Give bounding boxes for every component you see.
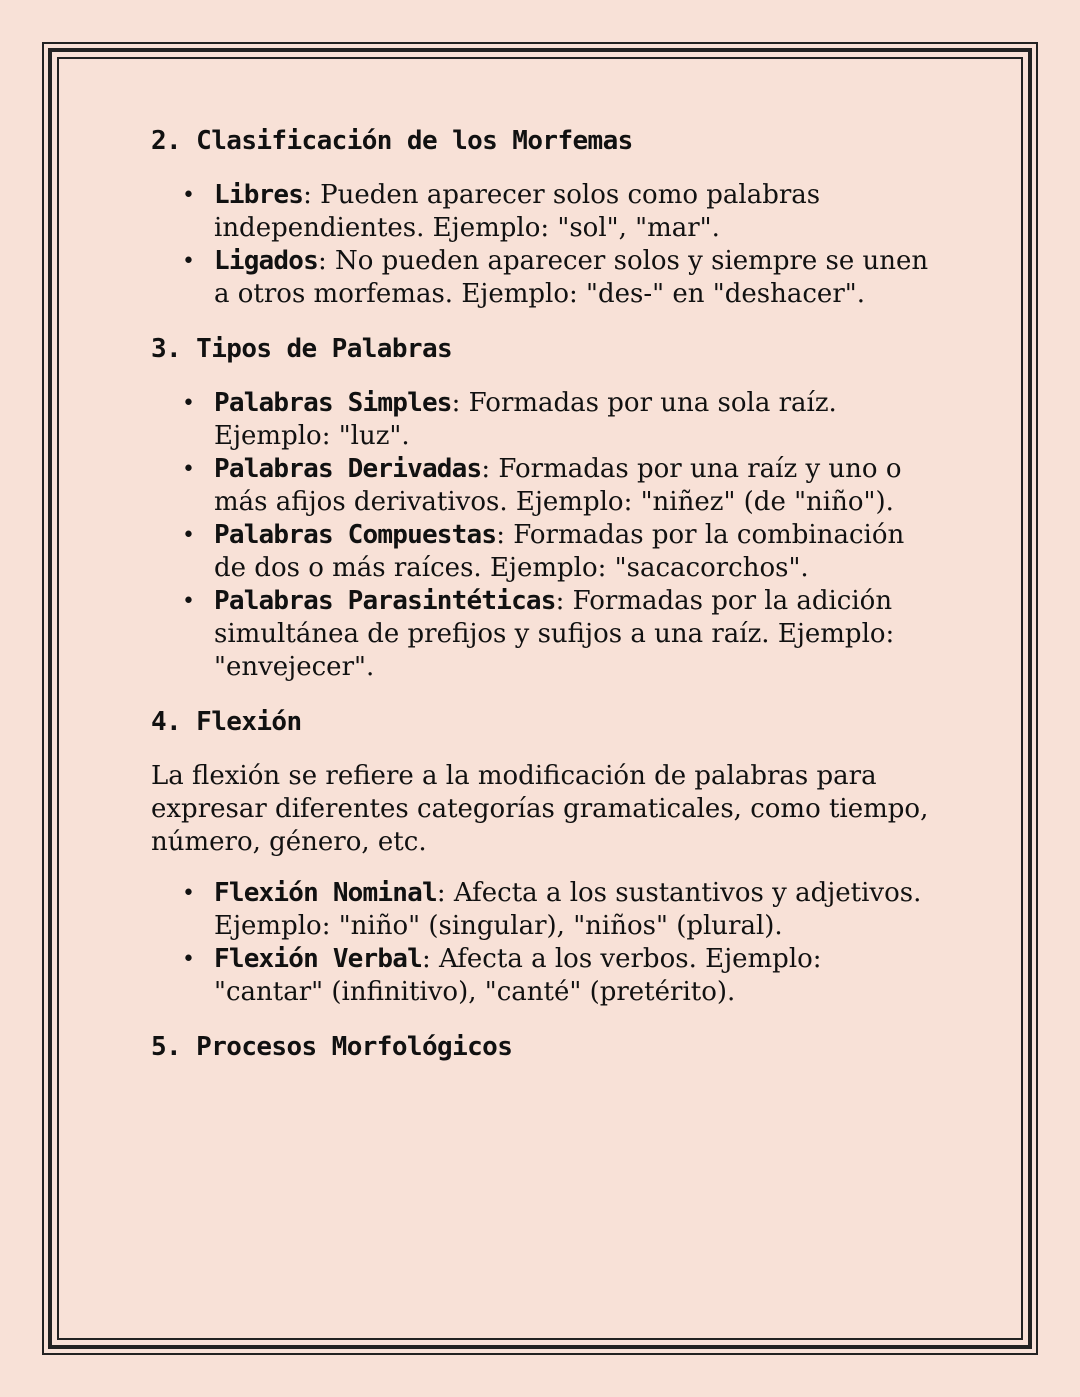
term: Palabras Parasintéticas xyxy=(214,586,556,616)
term: Palabras Compuestas xyxy=(214,520,497,550)
list-item xyxy=(151,245,931,311)
description: : No pueden aparecer solos y siempre se unen a otros morfemas. Ejemplo: "des-" en "deshacer". xyxy=(214,246,929,309)
flexion-list xyxy=(151,877,931,1009)
section-heading-flexion: 4. Flexión xyxy=(151,707,302,737)
bullet-icon: • xyxy=(182,523,195,548)
bullet-icon: • xyxy=(182,947,195,972)
word-types-list xyxy=(151,387,931,684)
term: Ligados xyxy=(214,246,318,276)
list-item xyxy=(151,387,931,453)
description: : Formadas por una raíz y uno o más afijos derivativos. Ejemplo: "niñez" (de "niño"). xyxy=(214,454,902,517)
section-heading-procesos: 5. Procesos Morfológicos xyxy=(151,1032,513,1062)
description: : Pueden aparecer solos como palabras independientes. Ejemplo: "sol", "mar". xyxy=(214,180,821,243)
term: Flexión Verbal xyxy=(214,944,422,974)
description: : Afecta a los sustantivos y adjetivos. Ejemplo: "niño" (singular), "niños" (plural). xyxy=(214,878,922,941)
list-item xyxy=(151,877,931,943)
bullet-icon: • xyxy=(182,589,195,614)
bullet-icon: • xyxy=(182,183,195,208)
term: Libres xyxy=(214,180,304,210)
bullet-icon: • xyxy=(182,249,195,274)
term: Flexión Nominal xyxy=(214,878,437,908)
description: : Afecta a los verbos. Ejemplo: "cantar" (infinitivo), "canté" (pretérito). xyxy=(214,944,822,1007)
bullet-icon: • xyxy=(182,457,195,482)
description: : Formadas por una sola raíz. Ejemplo: "luz". xyxy=(214,388,837,451)
flexion-paragraph: La flexión se refiere a la modificación de palabras para expresar diferentes categorías gramaticales, como tiempo, número, género, etc. xyxy=(151,761,929,857)
list-item xyxy=(151,943,931,1009)
morpheme-classification-list xyxy=(151,179,931,311)
bullet-icon: • xyxy=(182,391,195,416)
term: Palabras Derivadas xyxy=(214,454,482,484)
section-heading-clasificacion: 2. Clasificación de los Morfemas xyxy=(151,126,633,156)
term: Palabras Simples xyxy=(214,388,452,418)
list-item xyxy=(151,179,931,245)
list-item xyxy=(151,453,931,519)
description: : Formadas por la adición simultánea de prefijos y sufijos a una raíz. Ejemplo: "envejecer". xyxy=(214,586,895,682)
description: : Formadas por la combinación de dos o más raíces. Ejemplo: "sacacorchos". xyxy=(214,520,905,583)
list-item xyxy=(151,585,931,684)
document-content xyxy=(151,121,931,1067)
bullet-icon: • xyxy=(182,881,195,906)
list-item xyxy=(151,519,931,585)
section-heading-tipos: 3. Tipos de Palabras xyxy=(151,334,453,364)
